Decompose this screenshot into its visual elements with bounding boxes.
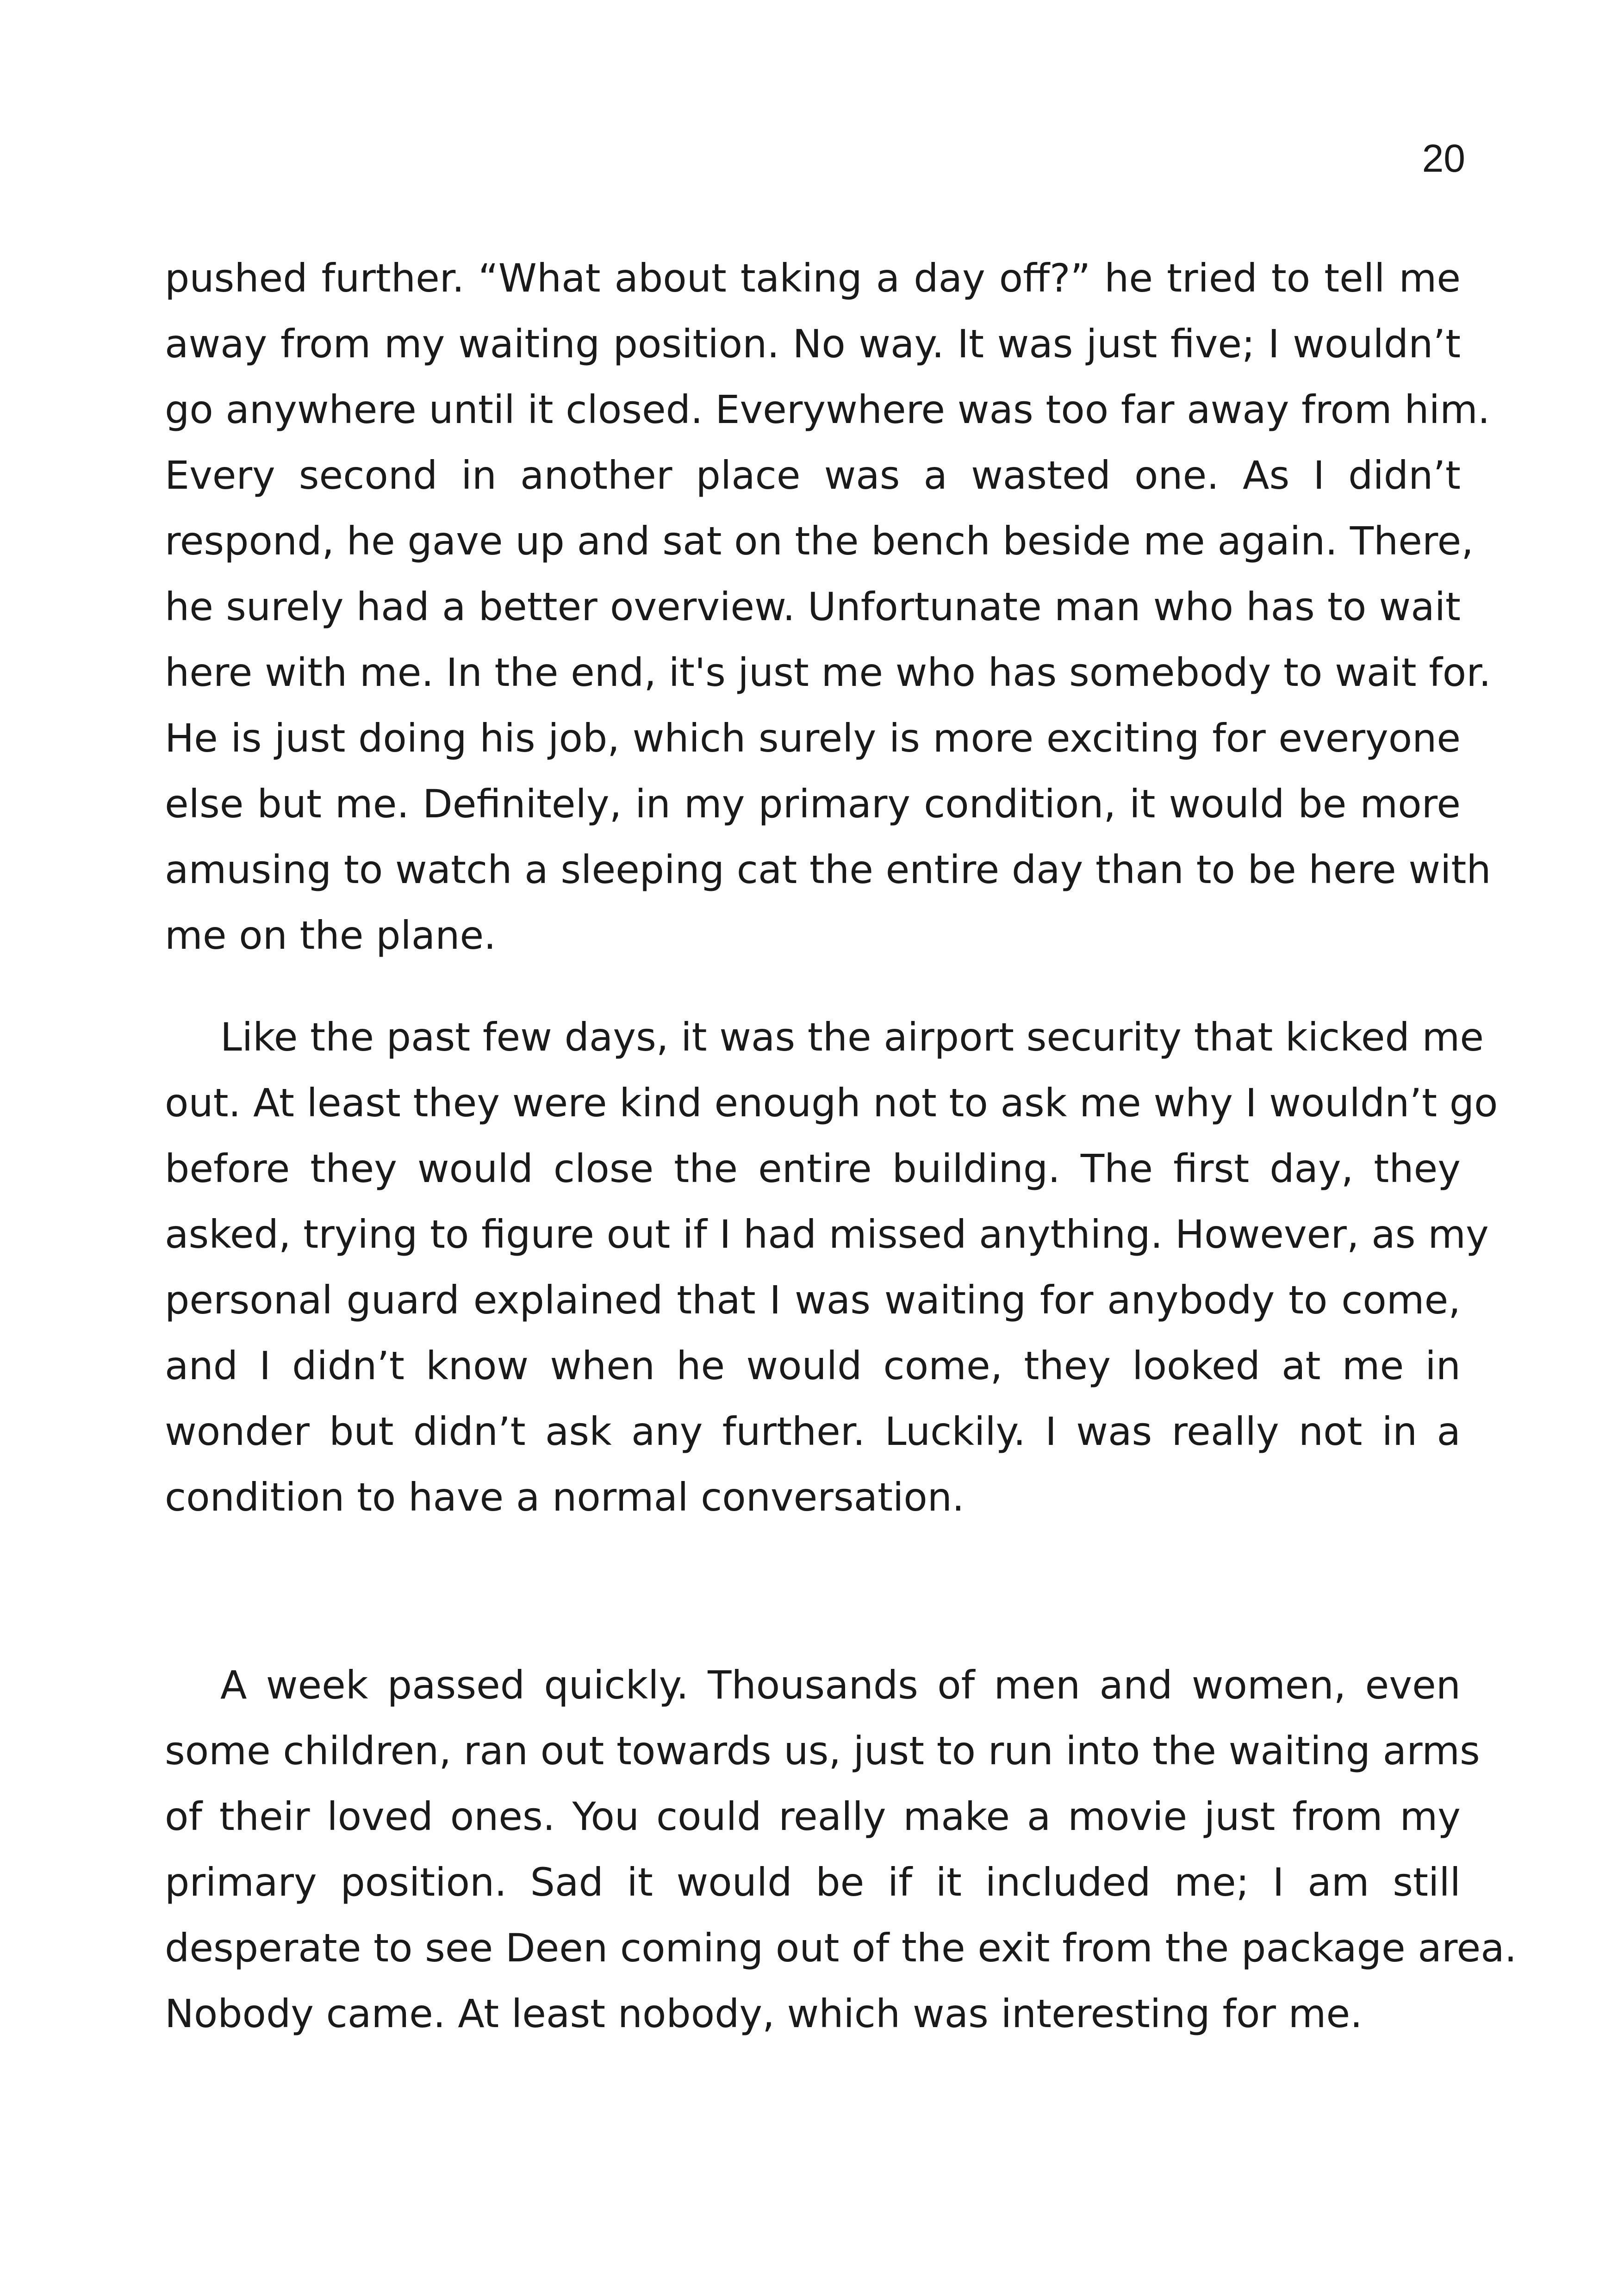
paragraph-3 xyxy=(165,1652,1517,2047)
paragraph-1 xyxy=(165,245,1491,968)
text-line: desperate to see Deen coming out of the exit from the package area. xyxy=(165,1925,1517,1971)
text-line: asked, trying to figure out if I had missed anything. However, as my xyxy=(165,1212,1489,1257)
text-line: else but me. Definitely, in my primary condition, it would be more xyxy=(165,781,1461,827)
text-line: of their loved ones. You could really make a movie just from my xyxy=(165,1794,1461,1839)
text-line: wonder but didn’t ask any further. Luckily. I was really not in a xyxy=(165,1409,1461,1454)
text-line: Like the past few days, it was the airport security that kicked me xyxy=(220,1014,1484,1060)
text-line: and I didn’t know when he would come, they looked at me in xyxy=(165,1343,1461,1388)
text-line: here with me. In the end, it's just me who has somebody to wait for. xyxy=(165,650,1491,695)
text-line: he surely had a better overview. Unfortunate man who has to wait xyxy=(165,584,1461,629)
text-line: some children, ran out towards us, just to run into the waiting arms xyxy=(165,1728,1480,1773)
page-number: 20 xyxy=(1422,137,1465,180)
text-line: Nobody came. At least nobody, which was interesting for me. xyxy=(165,1991,1363,2036)
text-line: go anywhere until it closed. Everywhere was too far away from him. xyxy=(165,387,1490,432)
text-line: primary position. Sad it would be if it included me; I am still xyxy=(165,1860,1461,1905)
text-line: before they would close the entire building. The first day, they xyxy=(165,1146,1461,1191)
text-line: amusing to watch a sleeping cat the entire day than to be here with xyxy=(165,847,1491,892)
text-line: pushed further. “What about taking a day off?” he tried to tell me xyxy=(165,255,1461,301)
text-line: He is just doing his job, which surely is more exciting for everyone xyxy=(165,716,1461,761)
text-line: respond, he gave up and sat on the bench beside me again. There, xyxy=(165,518,1474,564)
text-line: me on the plane. xyxy=(165,913,496,958)
text-line: personal guard explained that I was waiting for anybody to come, xyxy=(165,1277,1461,1323)
text-line: Every second in another place was a wasted one. As I didn’t xyxy=(165,453,1461,498)
text-line: A week passed quickly. Thousands of men and women, even xyxy=(220,1662,1461,1708)
text-line: condition to have a normal conversation. xyxy=(165,1475,965,1520)
text-line: away from my waiting position. No way. It was just five; I wouldn’t xyxy=(165,321,1461,367)
text-line: out. At least they were kind enough not to ask me why I wouldn’t go xyxy=(165,1080,1498,1126)
paragraph-2 xyxy=(165,1004,1498,1530)
